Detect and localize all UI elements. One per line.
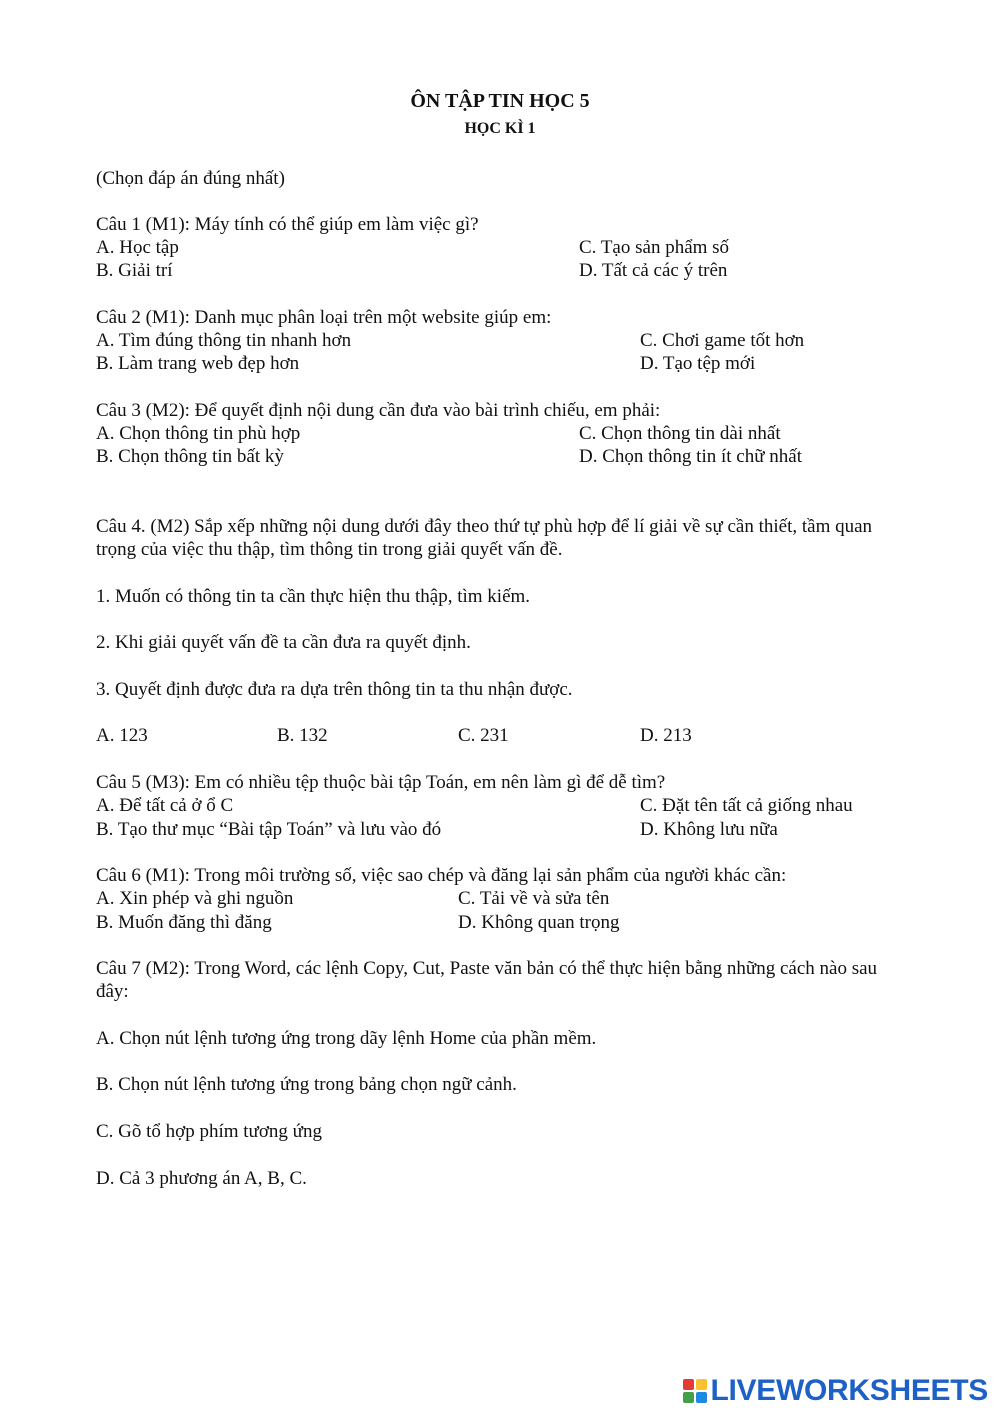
q4-item-1: 1. Muốn có thông tin ta cần thực hiện thu thập, tìm kiếm. (96, 586, 531, 607)
q5-option-b[interactable]: B. Tạo thư mục “Bài tập Toán” và lưu vào đó (96, 819, 442, 840)
q2-option-c[interactable]: C. Chơi game tốt hơn (640, 330, 805, 351)
q1-option-b[interactable]: B. Giải trí (96, 260, 173, 281)
question-7: Câu 7 (M2): Trong Word, các lệnh Copy, Cut, Paste văn bản có thể thực hiện bằng những cách nào sau đây: (96, 958, 878, 1002)
q5-option-c[interactable]: C. Đặt tên tất cả giống nhau (640, 795, 853, 816)
liveworksheets-logo-text: LIVEWORKSHEETS (710, 1374, 988, 1407)
q7-option-a[interactable]: A. Chọn nút lệnh tương ứng trong dãy lệnh Home của phần mềm. (96, 1028, 597, 1049)
q4-item-3: 3. Quyết định được đưa ra dựa trên thông tin ta thu nhận được. (96, 679, 573, 700)
q5-option-d[interactable]: D. Không lưu nữa (640, 819, 778, 840)
question-1: Câu 1 (M1): Máy tính có thể giúp em làm việc gì? (96, 214, 479, 235)
q3-option-a[interactable]: A. Chọn thông tin phù hợp (96, 423, 301, 444)
liveworksheets-logo-icon (683, 1379, 707, 1403)
question-6: Câu 6 (M1): Trong môi trường số, việc sao chép và đăng lại sản phẩm của người khác cần: (96, 865, 787, 886)
q3-option-c[interactable]: C. Chọn thông tin dài nhất (579, 423, 781, 444)
q7-option-b[interactable]: B. Chọn nút lệnh tương ứng trong bảng chọn ngữ cảnh. (96, 1074, 517, 1095)
q6-option-d[interactable]: D. Không quan trọng (458, 912, 620, 933)
instruction-text: (Chọn đáp án đúng nhất) (96, 168, 285, 189)
q6-option-a[interactable]: A. Xin phép và ghi nguồn (96, 888, 294, 909)
q6-option-b[interactable]: B. Muốn đăng thì đăng (96, 912, 272, 933)
q2-option-b[interactable]: B. Làm trang web đẹp hơn (96, 353, 300, 374)
q1-option-a[interactable]: A. Học tập (96, 237, 179, 258)
q3-option-d[interactable]: D. Chọn thông tin ít chữ nhất (579, 446, 802, 467)
q4-option-a[interactable]: A. 123 (96, 725, 148, 746)
q6-option-c[interactable]: C. Tải về và sửa tên (458, 888, 610, 909)
page-title: ÔN TẬP TIN HỌC 5 (410, 90, 590, 112)
question-5: Câu 5 (M3): Em có nhiều tệp thuộc bài tập Toán, em nên làm gì để dễ tìm? (96, 772, 666, 793)
q1-option-c[interactable]: C. Tạo sản phẩm số (579, 237, 730, 258)
q4-option-d[interactable]: D. 213 (640, 725, 692, 746)
q7-option-c[interactable]: C. Gõ tổ hợp phím tương ứng (96, 1121, 322, 1142)
q7-option-d[interactable]: D. Cả 3 phương án A, B, C. (96, 1168, 307, 1189)
liveworksheets-logo (683, 1374, 989, 1408)
q4-option-c[interactable]: C. 231 (458, 725, 509, 746)
q4-option-b[interactable]: B. 132 (277, 725, 328, 746)
question-4: Câu 4. (M2) Sắp xếp những nội dung dưới đây theo thứ tự phù hợp để lí giải về sự cần thiết, tầm quan trọng của việc thu thập, tìm thông tin trong giải quyết vấn đề. (96, 516, 873, 560)
page-subtitle: HỌC KÌ 1 (464, 120, 536, 137)
question-2: Câu 2 (M1): Danh mục phân loại trên một website giúp em: (96, 307, 552, 328)
q2-option-a[interactable]: A. Tìm đúng thông tin nhanh hơn (96, 330, 352, 351)
question-3: Câu 3 (M2): Để quyết định nội dung cần đưa vào bài trình chiếu, em phải: (96, 400, 661, 421)
q1-option-d[interactable]: D. Tất cả các ý trên (579, 260, 728, 281)
q4-item-2: 2. Khi giải quyết vấn đề ta cần đưa ra quyết định. (96, 632, 471, 653)
q3-option-b[interactable]: B. Chọn thông tin bất kỳ (96, 446, 284, 467)
q5-option-a[interactable]: A. Để tất cả ở ổ C (96, 795, 234, 816)
q2-option-d[interactable]: D. Tạo tệp mới (640, 353, 756, 374)
